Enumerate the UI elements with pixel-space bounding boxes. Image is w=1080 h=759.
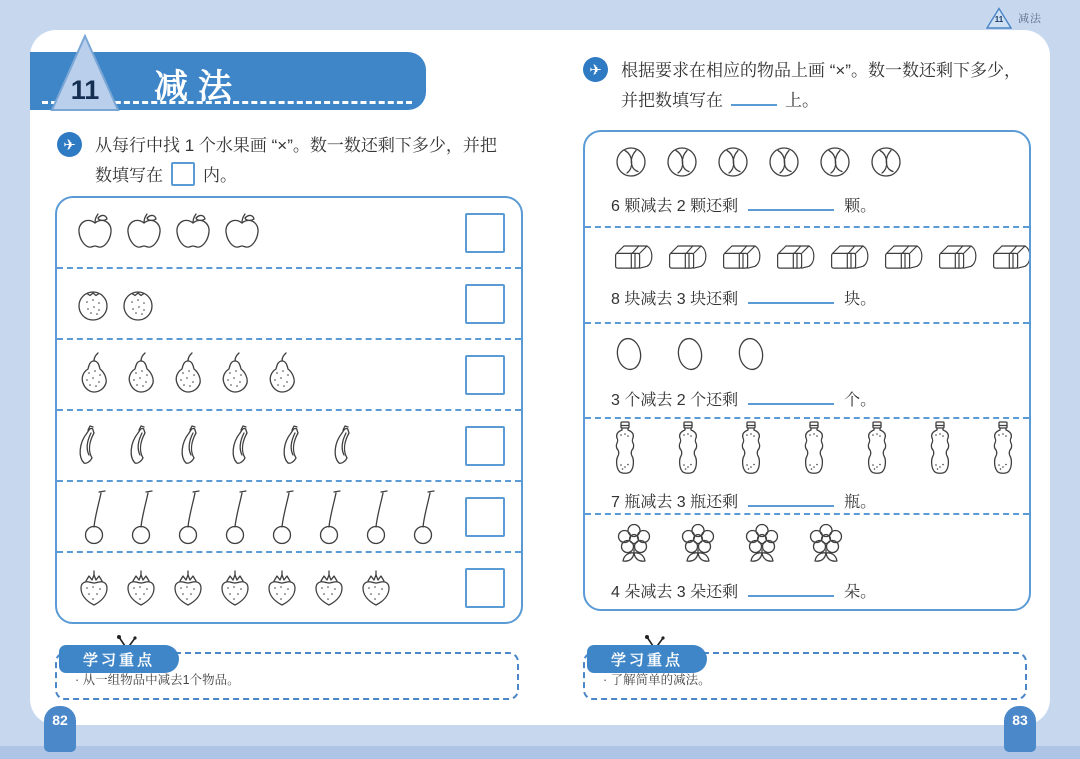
right-focus-box xyxy=(583,636,1027,700)
left-exercise-box xyxy=(55,196,523,624)
thing-row-flowers xyxy=(585,515,1029,609)
strawberry-icon xyxy=(261,567,303,609)
sentence xyxy=(611,286,1029,309)
instruction-line1: 根据要求在相应的物品上画 “×”。数一数还剩下多少， xyxy=(621,61,1021,80)
marble-icon xyxy=(713,142,753,182)
pear-icon xyxy=(120,351,162,399)
airplane-icon: ✈ xyxy=(583,57,608,82)
flower-icons xyxy=(611,522,1029,568)
answer-blank xyxy=(748,289,834,304)
eraser-icon xyxy=(773,241,821,275)
flower-icon xyxy=(611,522,657,568)
corner-lesson-number: 11 xyxy=(994,15,1004,24)
inline-answer-blank xyxy=(731,92,777,106)
corner-chapter-tag xyxy=(986,7,1042,29)
egg-icon xyxy=(733,330,769,376)
thing-row-erasers xyxy=(585,228,1029,324)
answer-blank xyxy=(748,390,834,405)
focus-point: · 从一组物品中减去1个物品。 xyxy=(75,673,240,687)
sentence-post: 朵。 xyxy=(844,584,877,602)
fruit-row-strawberries xyxy=(57,553,521,622)
lesson-title: 减法 xyxy=(154,68,242,106)
pear-icon xyxy=(214,351,256,399)
page-bottom-edge xyxy=(0,746,1080,759)
orange-icons xyxy=(73,284,158,324)
answer-blank xyxy=(748,196,834,211)
banana-icon xyxy=(226,423,272,469)
bottle-icons xyxy=(611,420,1029,478)
cherry-icon xyxy=(402,489,444,545)
banana-icon xyxy=(73,423,119,469)
fruit-row-bananas xyxy=(57,411,521,482)
inline-answer-square xyxy=(171,162,195,186)
thing-row-marbles xyxy=(585,132,1029,228)
answer-box xyxy=(465,355,505,395)
fruit-row-apples xyxy=(57,198,521,269)
banana-icon xyxy=(328,423,374,469)
marble-icon xyxy=(764,142,804,182)
egg-icon xyxy=(672,330,708,376)
sentence xyxy=(611,193,1029,216)
right-exercise-box xyxy=(583,130,1031,611)
banana-icon xyxy=(124,423,170,469)
answer-box xyxy=(465,213,505,253)
instruction-line1: 从每行中找 1 个水果画 “×”。数一数还剩下多少，并把 xyxy=(95,136,497,155)
lesson-number: 11 xyxy=(70,75,100,105)
answer-box xyxy=(465,284,505,324)
apple-icon xyxy=(73,211,117,255)
sentence-post: 颗。 xyxy=(844,197,877,215)
sentence xyxy=(611,489,1029,512)
airplane-icon: ✈ xyxy=(57,132,82,157)
banana-icon xyxy=(175,423,221,469)
orange-icon xyxy=(118,284,158,324)
apple-icon xyxy=(220,211,264,255)
eraser-icon xyxy=(665,241,713,275)
sentence-pre: 8 块减去 3 块还剩 xyxy=(611,290,739,308)
apple-icon xyxy=(122,211,166,255)
sentence-pre: 7 瓶减去 3 瓶还剩 xyxy=(611,494,739,512)
fruit-row-pears xyxy=(57,340,521,411)
bottle-icon xyxy=(737,420,765,478)
sentence-post: 个。 xyxy=(844,392,877,410)
bottle-icon xyxy=(863,420,891,478)
fruit-row-oranges xyxy=(57,269,521,340)
strawberry-icon xyxy=(214,567,256,609)
answer-box xyxy=(465,426,505,466)
banana-icons xyxy=(73,423,374,469)
banana-icon xyxy=(277,423,323,469)
left-instruction xyxy=(57,131,517,191)
bottle-icon xyxy=(926,420,954,478)
sentence-post: 块。 xyxy=(844,290,877,308)
eraser-icon xyxy=(935,241,983,275)
flower-icon xyxy=(803,522,849,568)
answer-box xyxy=(465,497,505,537)
strawberry-icon xyxy=(120,567,162,609)
strawberry-icon xyxy=(308,567,350,609)
answer-blank xyxy=(748,492,834,507)
eraser-icons xyxy=(611,241,1029,275)
apple-icons xyxy=(73,211,264,255)
bottle-icon xyxy=(674,420,702,478)
instruction-line2-post: 内。 xyxy=(203,166,237,185)
answer-box xyxy=(465,568,505,608)
left-focus-box xyxy=(55,636,519,700)
marble-icon xyxy=(662,142,702,182)
pear-icons xyxy=(73,351,303,399)
thing-row-bottles xyxy=(585,419,1029,515)
cherry-icon xyxy=(308,489,350,545)
corner-lesson-title: 减法 xyxy=(1018,13,1042,25)
flower-icon xyxy=(675,522,721,568)
sentence-post: 瓶。 xyxy=(844,494,877,512)
orange-icon xyxy=(73,284,113,324)
strawberry-icon xyxy=(167,567,209,609)
egg-icons xyxy=(611,330,1029,376)
instruction-line2-pre: 并把数填写在 xyxy=(621,91,723,110)
page-number-83: 83 xyxy=(1004,706,1036,752)
sentence-pre: 4 朵减去 3 朵还剩 xyxy=(611,584,739,602)
apple-icon xyxy=(171,211,215,255)
cherry-icon xyxy=(214,489,256,545)
right-instruction-text xyxy=(621,56,1021,116)
strawberry-icon xyxy=(73,567,115,609)
egg-icon xyxy=(611,330,647,376)
eraser-icon xyxy=(611,241,659,275)
chapter-triangle-icon xyxy=(986,7,1012,29)
cherry-icon xyxy=(73,489,115,545)
cherry-icons xyxy=(73,489,444,545)
fruit-row-cherries xyxy=(57,482,521,553)
instruction-line2-pre: 数填写在 xyxy=(95,166,163,185)
focus-label: 学习重点 xyxy=(587,645,707,673)
sentence xyxy=(611,387,1029,410)
sentence-pre: 3 个减去 2 个还剩 xyxy=(611,392,739,410)
pear-icon xyxy=(73,351,115,399)
left-instruction-text xyxy=(95,131,497,191)
sentence-pre: 6 颗减去 2 颗还剩 xyxy=(611,197,739,215)
bottle-icon xyxy=(800,420,828,478)
strawberry-icon xyxy=(355,567,397,609)
instruction-line2-post: 上。 xyxy=(785,91,819,110)
answer-blank xyxy=(748,582,834,597)
right-instruction xyxy=(583,56,1043,116)
page-number-82: 82 xyxy=(44,706,76,752)
marble-icons xyxy=(611,142,1029,182)
sentence xyxy=(611,579,1029,602)
bottle-icon xyxy=(989,420,1017,478)
eraser-icon xyxy=(719,241,767,275)
bottle-icon xyxy=(611,420,639,478)
pear-icon xyxy=(261,351,303,399)
focus-point: · 了解简单的减法。 xyxy=(603,673,711,687)
cherry-icon xyxy=(167,489,209,545)
focus-label: 学习重点 xyxy=(59,645,179,673)
eraser-icon xyxy=(989,241,1031,275)
strawberry-icons xyxy=(73,567,397,609)
marble-icon xyxy=(866,142,906,182)
cherry-icon xyxy=(355,489,397,545)
thing-row-eggs xyxy=(585,324,1029,420)
pear-icon xyxy=(167,351,209,399)
marble-icon xyxy=(611,142,651,182)
eraser-icon xyxy=(881,241,929,275)
cherry-icon xyxy=(261,489,303,545)
eraser-icon xyxy=(827,241,875,275)
cherry-icon xyxy=(120,489,162,545)
marble-icon xyxy=(815,142,855,182)
lesson-number-triangle xyxy=(50,33,120,112)
flower-icon xyxy=(739,522,785,568)
